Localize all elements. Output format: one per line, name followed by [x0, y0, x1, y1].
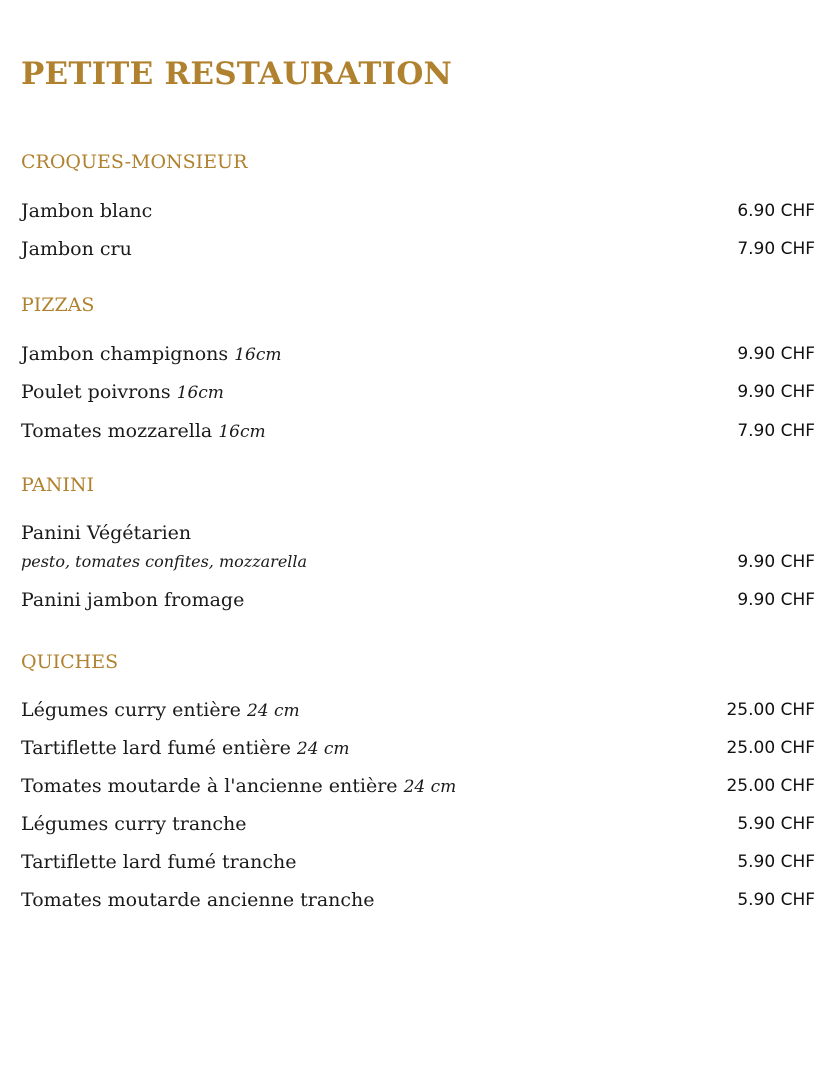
item-size: 24 cm [403, 777, 457, 797]
menu-item-price: 25.00 CHF [726, 776, 815, 796]
menu-item-name [21, 810, 247, 838]
item-name-text: Poulet poivrons [21, 381, 171, 403]
menu-item-price: 5.90 CHF [737, 852, 815, 872]
menu-item-price: 5.90 CHF [737, 814, 815, 834]
menu-item-name [21, 696, 300, 725]
item-name-text: Jambon blanc [21, 200, 153, 222]
item-name-text: Tomates moutarde à l'ancienne entière [21, 775, 398, 797]
item-name-text: Tomates moutarde ancienne tranche [21, 889, 375, 911]
menu-item-name [21, 772, 456, 801]
item-name-text: Jambon champignons [21, 343, 229, 365]
menu-item-price: 9.90 CHF [737, 590, 815, 610]
menu-item-name [21, 886, 375, 914]
item-name-text: Légumes curry entière [21, 699, 241, 721]
item-size: 24 cm [246, 701, 300, 721]
item-name-text: Tartiflette lard fumé tranche [21, 851, 297, 873]
menu-item-name [21, 378, 224, 407]
section-title-quiches: QUICHES [21, 651, 119, 673]
item-size: 24 cm [296, 739, 350, 759]
item-name-text: Tartiflette lard fumé entière [21, 737, 291, 759]
item-name-text: Jambon cru [21, 238, 132, 260]
menu-item-name [21, 734, 350, 763]
page-title: PETITE RESTAURATION [21, 56, 453, 92]
menu-item-name [21, 586, 244, 614]
item-name-text: Panini jambon fromage [21, 589, 245, 611]
item-size: 16cm [176, 383, 224, 403]
item-size: 16cm [218, 422, 266, 442]
item-name-text: Panini Végétarien [21, 522, 192, 544]
menu-item-name [21, 848, 296, 876]
menu-item-price: 7.90 CHF [737, 421, 815, 441]
menu-item-price: 6.90 CHF [737, 201, 815, 221]
menu-item-price: 9.90 CHF [737, 552, 815, 572]
menu-item-name [21, 235, 132, 263]
item-name-text: Tomates mozzarella [21, 420, 213, 442]
menu-item-name [21, 519, 191, 547]
menu-item-price: 25.00 CHF [726, 700, 815, 720]
menu-item-price: 9.90 CHF [737, 344, 815, 364]
section-title-croques-monsieur: CROQUES-MONSIEUR [21, 151, 248, 173]
menu-item-price: 9.90 CHF [737, 382, 815, 402]
menu-item-name [21, 417, 266, 446]
item-name-text: Légumes curry tranche [21, 813, 247, 835]
menu-item-name [21, 340, 281, 369]
item-size: 16cm [234, 345, 282, 365]
menu-item-price: 7.90 CHF [737, 239, 815, 259]
menu-item-price: 5.90 CHF [737, 890, 815, 910]
section-title-panini: PANINI [21, 474, 95, 496]
item-description: pesto, tomates confites, mozzarella [21, 552, 308, 571]
menu-item-price: 25.00 CHF [726, 738, 815, 758]
menu-item-name [21, 197, 152, 225]
section-title-pizzas: PIZZAS [21, 294, 95, 316]
